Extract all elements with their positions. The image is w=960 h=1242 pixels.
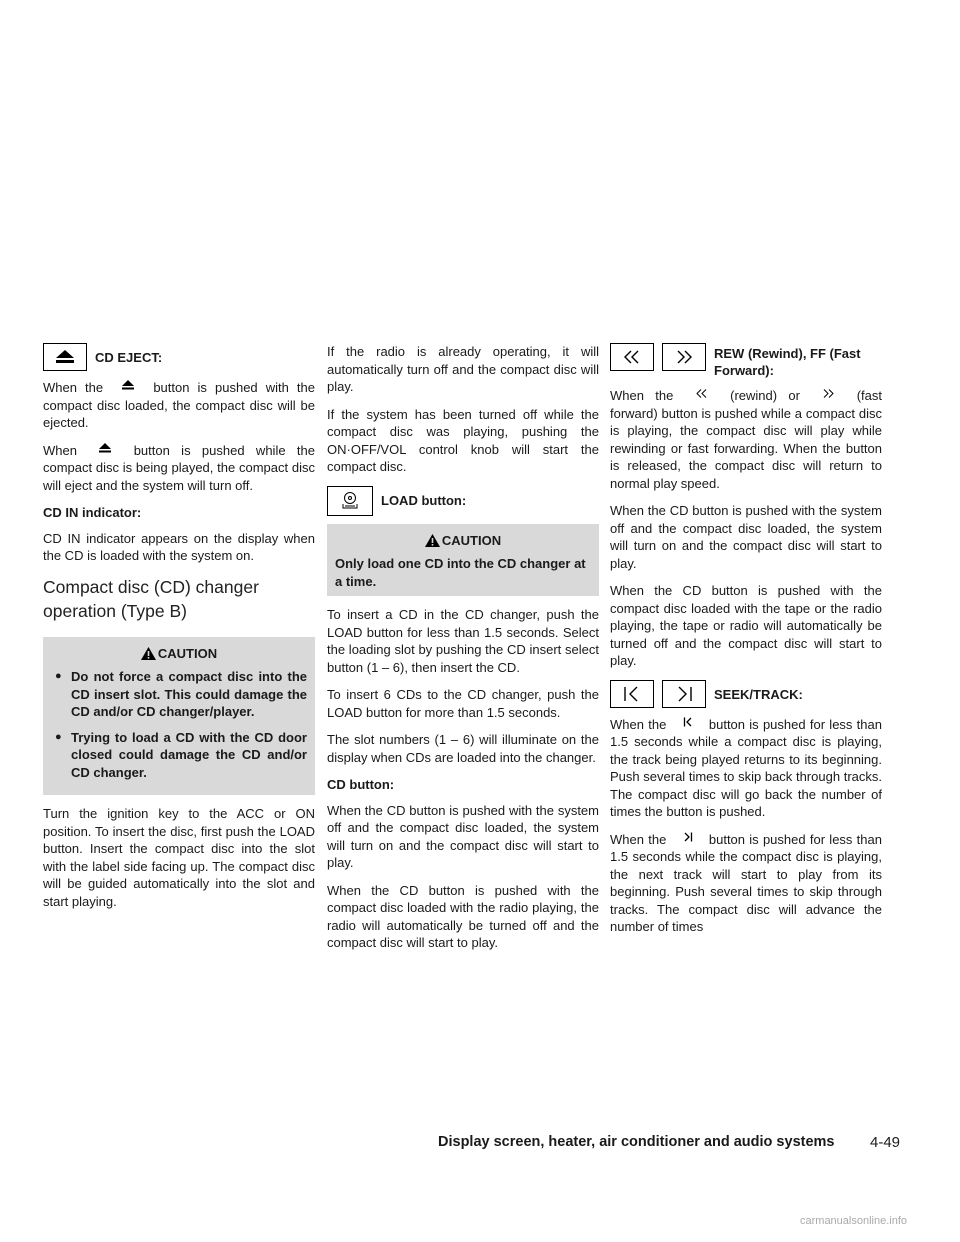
paragraph: The slot numbers (1 – 6) will illuminate on the display when CDs are loaded into the changer. — [327, 732, 599, 765]
cdin-title: CD IN indicator: — [43, 505, 142, 520]
paragraph: When the CD button is pushed with the compact disc loaded with the tape or the radio playing, the tape or radio will automatically be turned off and the compact disc will start to play. — [610, 583, 882, 668]
column-1 — [43, 343, 315, 920]
paragraph: If the radio is already operating, it will automatically turn off and the compact disc will play. — [327, 344, 599, 394]
warning-icon — [425, 534, 440, 547]
cd-eject-header — [43, 343, 315, 371]
paragraph: When the CD button is pushed with the compact disc loaded with the radio playing, the radio will automatically be turned off and the compact disc will start to play. — [327, 882, 599, 950]
warning-icon — [141, 647, 156, 660]
eject-icon — [43, 343, 87, 371]
caution-text: Only load one CD into the CD changer at a time. — [335, 556, 586, 589]
load-title: LOAD button: — [381, 492, 467, 508]
fast-forward-inline-icon — [811, 387, 845, 405]
caution-box-2 — [327, 524, 599, 597]
rew-ff-title: REW (Rewind), FF (Fast Forward): — [714, 346, 861, 378]
rew-ff-header — [610, 343, 882, 379]
load-icon — [327, 486, 373, 516]
rewind-inline-icon — [685, 387, 719, 405]
turn-paragraph: Turn the ignition key to the ACC or ON position. To insert the disc, first push the LOAD button. Insert the compact disc into the slot with the label side facing up. The compact disc will be guided automatically into the slot and start playing. — [43, 806, 315, 909]
column-3 — [610, 343, 882, 946]
rew-paragraph: When the (rewind) or (fast forward) button is pushed while a compact disc is playing, the compact disc will play while rewinding or fast forwarding. When the button is released, the compact disc will return to normal play speed. — [610, 388, 882, 491]
caution-item: ● Do not force a compact disc into the CD insert slot. This could damage the CD and/or CD changer/player. — [51, 668, 307, 721]
eject-inline-icon — [88, 442, 122, 460]
column-2 — [327, 343, 599, 962]
seek-track-title: SEEK/TRACK: — [714, 686, 803, 702]
seek-forward-paragraph: When the button is pushed for less than 1.5 seconds while the compact disc is playing, the next track will start to play from its beginning. Push several times to skip through tracks. The compact disc will advance the number of times — [610, 831, 882, 934]
fast-forward-icon — [662, 343, 706, 371]
paragraph: To insert a CD in the CD changer, push the LOAD button for less than 1.5 seconds. Select the loading slot by pushing the CD insert select button (1 – 6), then insert the CD. — [327, 607, 599, 675]
section-title: Compact disc (CD) changer operation (Type B) — [43, 576, 259, 621]
watermark: carmanualsonline.info — [800, 1215, 908, 1227]
track-forward-icon — [662, 680, 706, 708]
rewind-icon — [610, 343, 654, 371]
paragraph: To insert 6 CDs to the CD changer, push the LOAD button for more than 1.5 seconds. — [327, 687, 599, 720]
eject-paragraph-1: When the button is pushed with the compact disc loaded, the compact disc will be ejected. — [43, 380, 315, 430]
caution-item: ● Trying to load a CD with the CD door closed could damage the CD and/or CD changer. — [51, 729, 307, 782]
track-back-icon — [610, 680, 654, 708]
eject-paragraph-2: When button is pushed while the compact disc is being played, the compact disc will eject and the system will turn off. — [43, 442, 315, 493]
paragraph: When the CD button is pushed with the system off and the compact disc loaded, the system will turn on and the compact disc will start to play. — [610, 503, 882, 571]
seek-track-header — [610, 680, 882, 708]
track-back-inline-icon — [671, 716, 705, 734]
page-number: 4-49 — [870, 1134, 901, 1151]
cdin-paragraph: CD IN indicator appears on the display when the CD is loaded with the system on. — [43, 530, 315, 563]
seek-back-paragraph: When the button is pushed for less than 1.5 seconds while a compact disc is playing, the track being played returns to its beginning. Push several times to skip back through tracks. The compact disc will go back the number of times the button is pushed. — [610, 716, 882, 819]
footer-section-title: Display screen, heater, air conditioner and audio systems — [438, 1134, 835, 1150]
eject-inline-icon — [111, 379, 145, 397]
paragraph: If the system has been turned off while the compact disc was playing, pushing the ON·OFF/VOL control knob will start the compact disc. — [327, 406, 599, 474]
paragraph: When the CD button is pushed with the system off and the compact disc loaded, the system will turn on and the compact disc will start to play. — [327, 802, 599, 870]
caution-header: CAUTION — [335, 532, 591, 550]
cd-button-title: CD button: — [327, 777, 395, 792]
caution-header: CAUTION — [51, 645, 307, 663]
load-header — [327, 486, 599, 516]
caution-box-1 — [43, 637, 315, 796]
track-forward-inline-icon — [671, 831, 705, 849]
cd-eject-title: CD EJECT: — [95, 350, 163, 365]
